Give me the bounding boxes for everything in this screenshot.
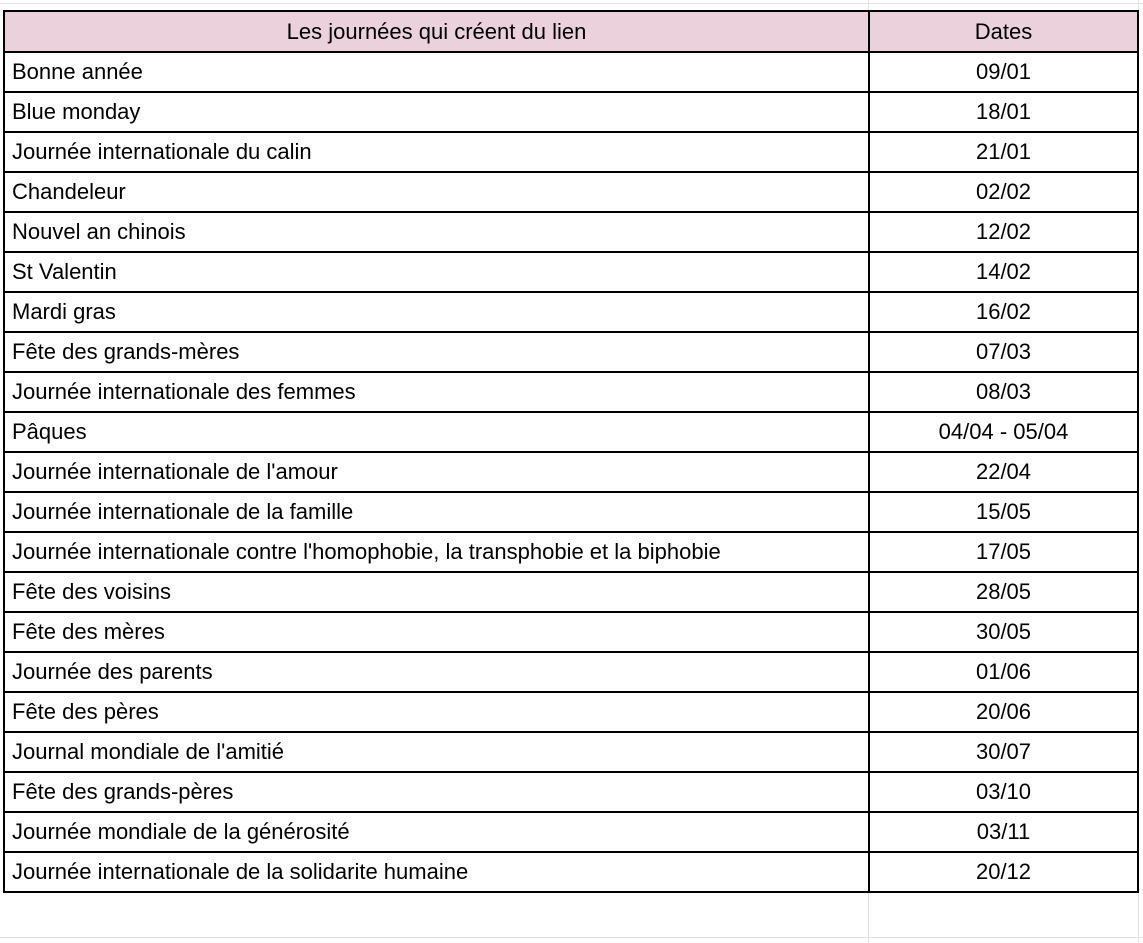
- table-row: [4, 92, 1138, 132]
- sheet-gridline: [0, 3, 1143, 4]
- cell-event-name[interactable]: Pâques: [4, 412, 869, 452]
- cell-event-name[interactable]: Journée internationale des femmes: [4, 372, 869, 412]
- table-row: [4, 252, 1138, 292]
- table-row: [4, 532, 1138, 572]
- cell-event-date[interactable]: 20/12: [869, 852, 1138, 892]
- cell-event-date[interactable]: 30/05: [869, 612, 1138, 652]
- cell-event-date[interactable]: 01/06: [869, 652, 1138, 692]
- cell-event-name[interactable]: Journée mondiale de la générosité: [4, 812, 869, 852]
- cell-event-name[interactable]: Fête des voisins: [4, 572, 869, 612]
- table-row: [4, 492, 1138, 532]
- cell-event-date[interactable]: 02/02: [869, 172, 1138, 212]
- cell-event-name[interactable]: Mardi gras: [4, 292, 869, 332]
- header-cell-name[interactable]: Les journées qui créent du lien: [4, 11, 869, 52]
- cell-event-name[interactable]: St Valentin: [4, 252, 869, 292]
- cell-event-name[interactable]: Blue monday: [4, 92, 869, 132]
- cell-event-name[interactable]: Journal mondiale de l'amitié: [4, 732, 869, 772]
- cell-event-name[interactable]: Journée internationale de la solidarite humaine: [4, 852, 869, 892]
- cell-event-date[interactable]: 12/02: [869, 212, 1138, 252]
- table-row: [4, 292, 1138, 332]
- cell-event-name[interactable]: Journée internationale de l'amour: [4, 452, 869, 492]
- cell-event-name[interactable]: Fête des pères: [4, 692, 869, 732]
- cell-event-name[interactable]: Nouvel an chinois: [4, 212, 869, 252]
- table-row: [4, 732, 1138, 772]
- cell-event-date[interactable]: 14/02: [869, 252, 1138, 292]
- cell-event-date[interactable]: 04/04 - 05/04: [869, 412, 1138, 452]
- table-row: [4, 572, 1138, 612]
- table-row: [4, 132, 1138, 172]
- cell-event-date[interactable]: 18/01: [869, 92, 1138, 132]
- cell-event-name[interactable]: Journée des parents: [4, 652, 869, 692]
- table-row: [4, 692, 1138, 732]
- table-row: [4, 652, 1138, 692]
- cell-event-date[interactable]: 03/10: [869, 772, 1138, 812]
- cell-event-date[interactable]: 21/01: [869, 132, 1138, 172]
- table-row: [4, 452, 1138, 492]
- cell-event-date[interactable]: 03/11: [869, 812, 1138, 852]
- cell-event-date[interactable]: 09/01: [869, 52, 1138, 92]
- table-row: [4, 412, 1138, 452]
- cell-event-name[interactable]: Fête des mères: [4, 612, 869, 652]
- cell-event-date[interactable]: 30/07: [869, 732, 1138, 772]
- table-row: [4, 812, 1138, 852]
- cell-event-date[interactable]: 20/06: [869, 692, 1138, 732]
- table-row: [4, 852, 1138, 892]
- table-row: [4, 772, 1138, 812]
- table-row: [4, 172, 1138, 212]
- table-row: [4, 612, 1138, 652]
- table-row: [4, 372, 1138, 412]
- cell-event-date[interactable]: 28/05: [869, 572, 1138, 612]
- cell-event-date[interactable]: 16/02: [869, 292, 1138, 332]
- table-row: [4, 212, 1138, 252]
- cell-event-name[interactable]: Fête des grands-mères: [4, 332, 869, 372]
- cell-event-date[interactable]: 22/04: [869, 452, 1138, 492]
- cell-event-date[interactable]: 07/03: [869, 332, 1138, 372]
- sheet-gridline: [0, 937, 1143, 938]
- cell-event-date[interactable]: 08/03: [869, 372, 1138, 412]
- table-row: [4, 332, 1138, 372]
- cell-event-name[interactable]: Bonne année: [4, 52, 869, 92]
- cell-event-name[interactable]: Journée internationale du calin: [4, 132, 869, 172]
- cell-event-name[interactable]: Fête des grands-pères: [4, 772, 869, 812]
- table-header-row: [4, 11, 1138, 52]
- cell-event-name[interactable]: Chandeleur: [4, 172, 869, 212]
- cell-event-name[interactable]: Journée internationale de la famille: [4, 492, 869, 532]
- cell-event-date[interactable]: 17/05: [869, 532, 1138, 572]
- holidays-table: [3, 10, 1139, 893]
- table-row: [4, 52, 1138, 92]
- cell-event-date[interactable]: 15/05: [869, 492, 1138, 532]
- cell-event-name[interactable]: Journée internationale contre l'homophobie, la transphobie et la biphobie: [4, 532, 869, 572]
- header-cell-dates[interactable]: Dates: [869, 11, 1138, 52]
